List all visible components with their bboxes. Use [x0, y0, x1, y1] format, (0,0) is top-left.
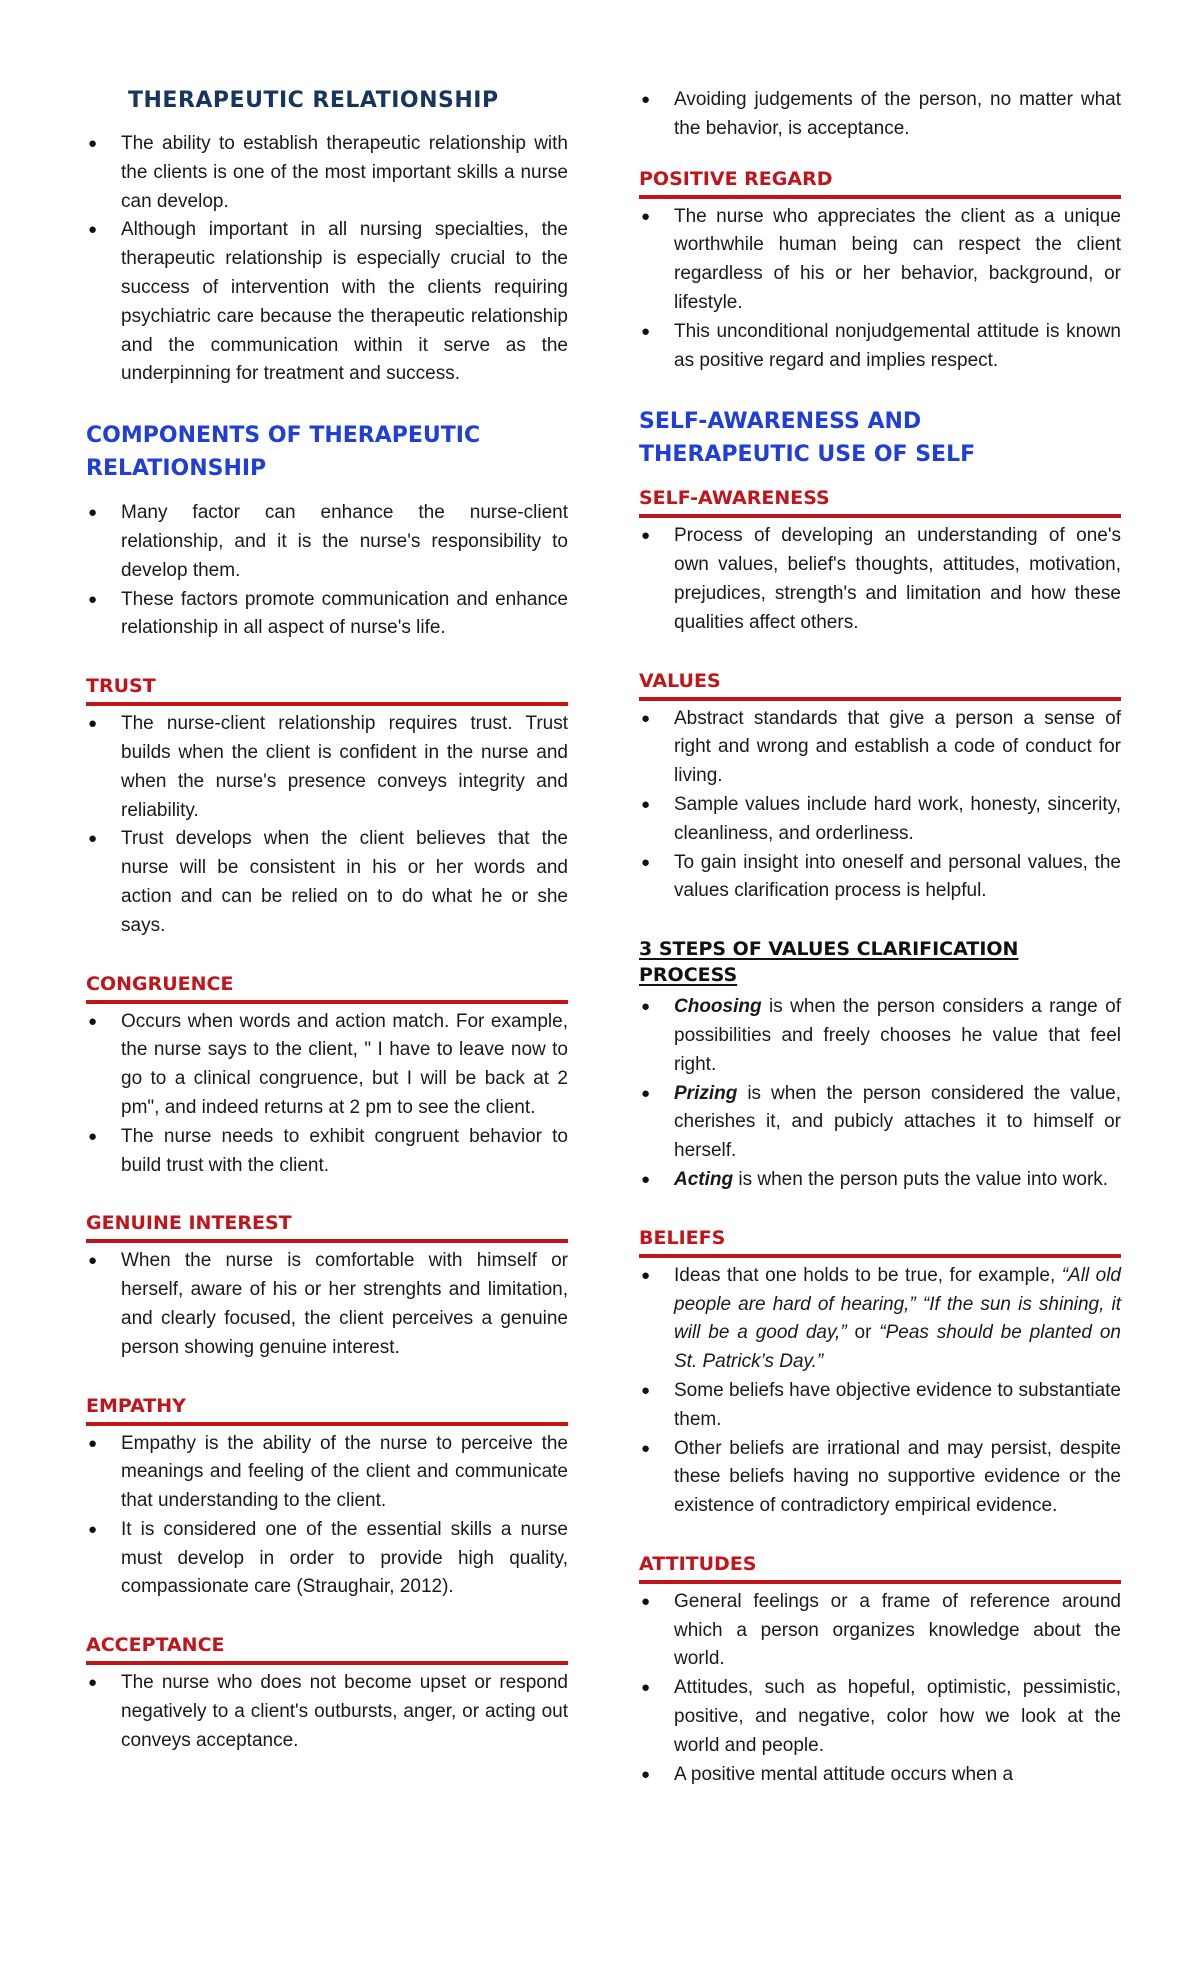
bullet-icon: ● — [641, 998, 651, 1016]
list-item: ● A positive mental attitude occurs when a — [639, 1761, 1121, 1790]
congruence-heading: CONGRUENCE — [86, 971, 568, 1004]
document-title: THERAPEUTIC RELATIONSHIP — [128, 88, 499, 113]
bullet-icon: ● — [641, 207, 651, 225]
list-item: ● Process of developing an understanding of one's own values, belief's thoughts, attitudes, motivation, prejudices, strength's and limitation and how these qualities affect others. — [639, 522, 1121, 637]
list-item: ● General feelings or a frame of reference around which a person organizes knowledge about the world. — [639, 1588, 1121, 1674]
bullet-icon: ● — [641, 1765, 651, 1783]
list-item: ● The ability to establish therapeutic relationship with the clients is one of the most important skills a nurse can develop. — [86, 130, 568, 216]
bullet-icon: ● — [641, 322, 651, 340]
beliefs-list — [639, 1262, 1121, 1521]
list-item: ● Prizing is when the person considered the value, cherishes it, and pubicly attaches it to himself or herself. — [639, 1080, 1121, 1166]
bullet-icon: ● — [88, 504, 98, 522]
bullet-icon: ● — [88, 1674, 98, 1692]
genuine-interest-heading: GENUINE INTEREST — [86, 1210, 568, 1243]
intro-list — [86, 130, 568, 389]
acceptance-list — [86, 1669, 568, 1755]
bullet-icon: ● — [641, 709, 651, 727]
components-heading: COMPONENTS OF THERAPEUTIC RELATIONSHIP — [86, 423, 481, 482]
list-item: ● The nurse-client relationship requires trust. Trust builds when the client is confident in the nurse and when the nurse's presence conveys integrity and reliability. — [86, 710, 568, 825]
bullet-icon: ● — [641, 91, 651, 108]
bullet-icon: ● — [88, 1434, 98, 1452]
attitudes-heading: ATTITUDES — [639, 1551, 1121, 1584]
bullet-icon: ● — [88, 590, 98, 608]
trust-heading: TRUST — [86, 673, 568, 706]
bullet-icon: ● — [88, 1012, 98, 1030]
bullet-icon: ● — [88, 830, 98, 848]
attitudes-list — [639, 1588, 1121, 1790]
list-item: ● Empathy is the ability of the nurse to perceive the meanings and feeling of the client and communicate that understanding to the client. — [86, 1430, 568, 1516]
bullet-icon: ● — [641, 1679, 651, 1697]
genuine-interest-list — [86, 1247, 568, 1362]
bullet-icon: ● — [641, 1084, 651, 1102]
list-item: ● Ideas that one holds to be true, for example, “All old people are hard of hearing,” “If the sun is shining, it will be a good day,” or “Peas should be planted on St. Patrick’s Day.” — [639, 1262, 1121, 1377]
list-item: ● These factors promote communication and enhance relationship in all aspect of nurse's life. — [86, 586, 568, 644]
list-item: ● Occurs when words and action match. For example, the nurse says to the client, " I have to leave now to go to a clinical congruence, but I will be back at 2 pm", and indeed returns at 2 pm to see the client. — [86, 1008, 568, 1123]
bullet-icon: ● — [641, 853, 651, 871]
list-item: ● Acting is when the person puts the value into work. — [639, 1166, 1121, 1195]
bullet-icon: ● — [641, 1592, 651, 1610]
components-list — [86, 499, 568, 643]
self-awareness-list — [639, 522, 1121, 637]
list-item: ● When the nurse is comfortable with himself or herself, aware of his or her strenghts and limitation, and clearly focused, the client perceives a genuine person showing genuine interest. — [86, 1247, 568, 1362]
positive-regard-list — [639, 203, 1121, 376]
list-item: ● Other beliefs are irrational and may persist, despite these beliefs having no supportive evidence or the existence of contradictory empirical evidence. — [639, 1435, 1121, 1521]
bullet-icon: ● — [641, 1381, 651, 1399]
trust-list — [86, 710, 568, 940]
bullet-icon: ● — [641, 795, 651, 813]
list-item: ● It is considered one of the essential skills a nurse must develop in order to provide high quality, compassionate care (Straughair, 2012). — [86, 1516, 568, 1602]
list-item: ● Trust develops when the client believes that the nurse will be consistent in his or her words and action and can be relied on to do what he or she says. — [86, 825, 568, 940]
list-item: ● Although important in all nursing specialties, the therapeutic relationship is especially crucial to the success of intervention with the clients requiring psychiatric care because the therapeutic relationship and the communication within it serve as the underpinning for treatment and success. — [86, 216, 568, 389]
list-item: ● The nurse who does not become upset or respond negatively to a client's outbursts, anger, or acting out conveys acceptance. — [86, 1669, 568, 1755]
positive-regard-heading: POSITIVE REGARD — [639, 166, 1121, 199]
bullet-icon: ● — [88, 1520, 98, 1538]
bullet-icon: ● — [88, 221, 98, 239]
self-awareness-heading: SELF-AWARENESS — [639, 485, 1121, 518]
values-clarification-list — [639, 993, 1121, 1195]
left-column — [86, 86, 568, 1756]
acceptance-continued-list — [639, 86, 1121, 144]
self-awareness-section-heading: SELF-AWARENESS AND THERAPEUTIC USE OF SELF — [639, 409, 976, 468]
bullet-icon: ● — [88, 135, 98, 152]
acceptance-heading: ACCEPTANCE — [86, 1632, 568, 1665]
empathy-list — [86, 1430, 568, 1603]
list-item: ● Many factor can enhance the nurse-client relationship, and it is the nurse's responsibility to develop them. — [86, 499, 568, 585]
bullet-icon: ● — [88, 1252, 98, 1270]
list-item: ● Choosing is when the person considers a range of possibilities and freely chooses he value that feel right. — [639, 993, 1121, 1079]
list-item: ● This unconditional nonjudgemental attitude is known as positive regard and implies respect. — [639, 318, 1121, 376]
bullet-icon: ● — [641, 527, 651, 545]
list-item: ● Attitudes, such as hopeful, optimistic, pessimistic, positive, and negative, color how we look at the world and people. — [639, 1674, 1121, 1760]
bullet-icon: ● — [641, 1170, 651, 1188]
values-list — [639, 705, 1121, 907]
list-item: ● Abstract standards that give a person a sense of right and wrong and establish a code of conduct for living. — [639, 705, 1121, 791]
list-item: ● Some beliefs have objective evidence to substantiate them. — [639, 1377, 1121, 1435]
list-item: ● To gain insight into oneself and personal values, the values clarification process is helpful. — [639, 849, 1121, 907]
list-item: ● The nurse needs to exhibit congruent behavior to build trust with the client. — [86, 1123, 568, 1181]
right-column — [639, 86, 1121, 1789]
bullet-icon: ● — [88, 1127, 98, 1145]
beliefs-heading: BELIEFS — [639, 1225, 1121, 1258]
values-heading: VALUES — [639, 668, 1121, 701]
list-item: ● Avoiding judgements of the person, no matter what the behavior, is acceptance. — [639, 86, 1121, 144]
list-item: ● Sample values include hard work, honesty, sincerity, cleanliness, and orderliness. — [639, 791, 1121, 849]
bullet-icon: ● — [641, 1266, 651, 1284]
congruence-list — [86, 1008, 568, 1181]
bullet-icon: ● — [88, 715, 98, 733]
empathy-heading: EMPATHY — [86, 1393, 568, 1426]
list-item: ● The nurse who appreciates the client as a unique worthwhile human being can respect the client regardless of his or her behavior, background, or lifestyle. — [639, 203, 1121, 318]
values-clarification-heading: 3 STEPS OF VALUES CLARIFICATION PROCESS — [639, 938, 1019, 987]
bullet-icon: ● — [641, 1439, 651, 1457]
